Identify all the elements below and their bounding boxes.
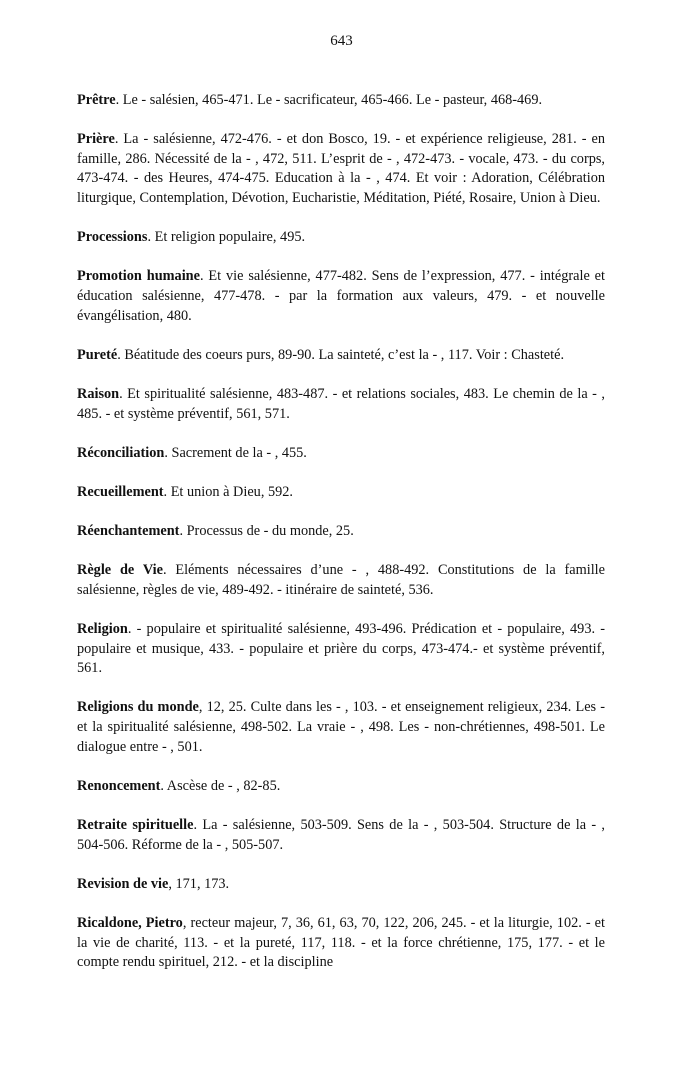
index-entry xyxy=(77,444,605,464)
index-term: Recueillement xyxy=(77,483,164,500)
index-term: Réenchantement xyxy=(77,523,180,540)
index-references: . Béatitude des coeurs purs, 89-90. La sainteté, c’est la - , 117. Voir : Chasteté. xyxy=(117,346,565,363)
index-entry xyxy=(77,561,605,600)
index-entry xyxy=(77,816,605,855)
index-term: Revision de vie xyxy=(77,875,169,892)
index-references: . Eléments nécessaires d’une - , 488-492. Constitutions de la famille salésienne, règles de vie, 489-492. - itinéraire de sainteté, 536. xyxy=(77,562,606,598)
index-entry xyxy=(77,620,605,679)
index-term: Raison xyxy=(77,385,120,402)
index-references: . Et union à Dieu, 592. xyxy=(163,483,293,500)
index-entry xyxy=(77,91,605,111)
index-term: Promotion humaine xyxy=(77,268,200,285)
index-references: . La - salésienne, 503-509. Sens de la - , 503-504. Structure de la - , 504-506. Réforme de la - , 505-507. xyxy=(77,816,605,853)
index-term: Pureté xyxy=(77,346,118,363)
index-term: Processions xyxy=(77,229,148,246)
index-references: . Processus de - du monde, 25. xyxy=(179,523,354,540)
index-term: Réconciliation xyxy=(77,444,165,461)
index-references: . Et spiritualité salésienne, 483-487. - et relations sociales, 483. Le chemin de la - , 485. - et système préventif, 561, 571. xyxy=(77,385,605,422)
index-entry xyxy=(77,267,605,326)
index-entry xyxy=(77,228,605,248)
index-references: . Et religion populaire, 495. xyxy=(147,229,306,246)
index-term: Prêtre xyxy=(77,92,116,108)
index-entry xyxy=(77,777,605,797)
index-entry xyxy=(77,875,605,895)
index-entry xyxy=(77,130,605,208)
index-term: Ricaldone, Pietro xyxy=(77,914,183,931)
index-term: Prière xyxy=(77,131,115,148)
index-entry xyxy=(77,385,605,424)
index-references: , recteur majeur, 7, 36, 61, 63, 70, 122, 206, 245. - et la liturgie, 102. - et la vie de charité, 113. - et la pureté, 117, 118. - et la force chrétienne, 175, 177. - et le compte rendu spirituel, 212. - et la discipline xyxy=(77,914,605,971)
index-references: . Et vie salésienne, 477-482. Sens de l’expression, 477. - intégrale et éducation salésienne, 477-478. - par la formation aux valeurs, 479. - et nouvelle évangélisation, 480. xyxy=(77,268,605,324)
index-references: . Ascèse de - , 82-85. xyxy=(160,777,281,794)
index-entry xyxy=(77,914,605,973)
index-references: . La - salésienne, 472-476. - et don Bosco, 19. - et expérience religieuse, 281. - en famille, 286. Nécessité de la - , 472, 511. L’esprit de - , 472-473. - vocale, 473. - du corps, 473-474. - des Heures, 474-475. Education à la - , 474. Et voir : Adoration, Célébration liturgique, Contemplation, Dévotion, Eucharistie, Méditation, Piété, Rosaire, Union à Dieu. xyxy=(77,131,605,206)
index-term: Retraite spirituelle xyxy=(77,816,194,833)
index-term: Religion xyxy=(77,621,128,638)
index-entries xyxy=(77,91,605,992)
index-entry xyxy=(77,346,605,366)
index-entry xyxy=(77,698,605,757)
index-entry xyxy=(77,522,605,542)
index-term: Religions du monde xyxy=(77,699,199,716)
index-term: Renoncement xyxy=(77,777,161,794)
index-references: . Sacrement de la - , 455. xyxy=(164,444,307,461)
page-number: 643 xyxy=(330,33,353,49)
index-references: . - populaire et spiritualité salésienne, 493-496. Prédication et - populaire, 493. - populaire et musique, 433. - populaire et prière du corps, 473-474.- et système préventif, 561. xyxy=(77,621,605,677)
index-references: . Le - salésien, 465-471. Le - sacrificateur, 465-466. Le - pasteur, 468-469. xyxy=(115,92,543,108)
index-term: Règle de Vie xyxy=(77,562,163,579)
index-references: , 171, 173. xyxy=(168,875,230,892)
index-entry xyxy=(77,483,605,503)
index-references: , 12, 25. Culte dans les - , 103. - et enseignement religieux, 234. Les - et la spiritualité salésienne, 498-502. La vraie - , 498. Les - non-chrétiennes, 498-501. Le dialogue entre - , 501. xyxy=(77,699,606,755)
